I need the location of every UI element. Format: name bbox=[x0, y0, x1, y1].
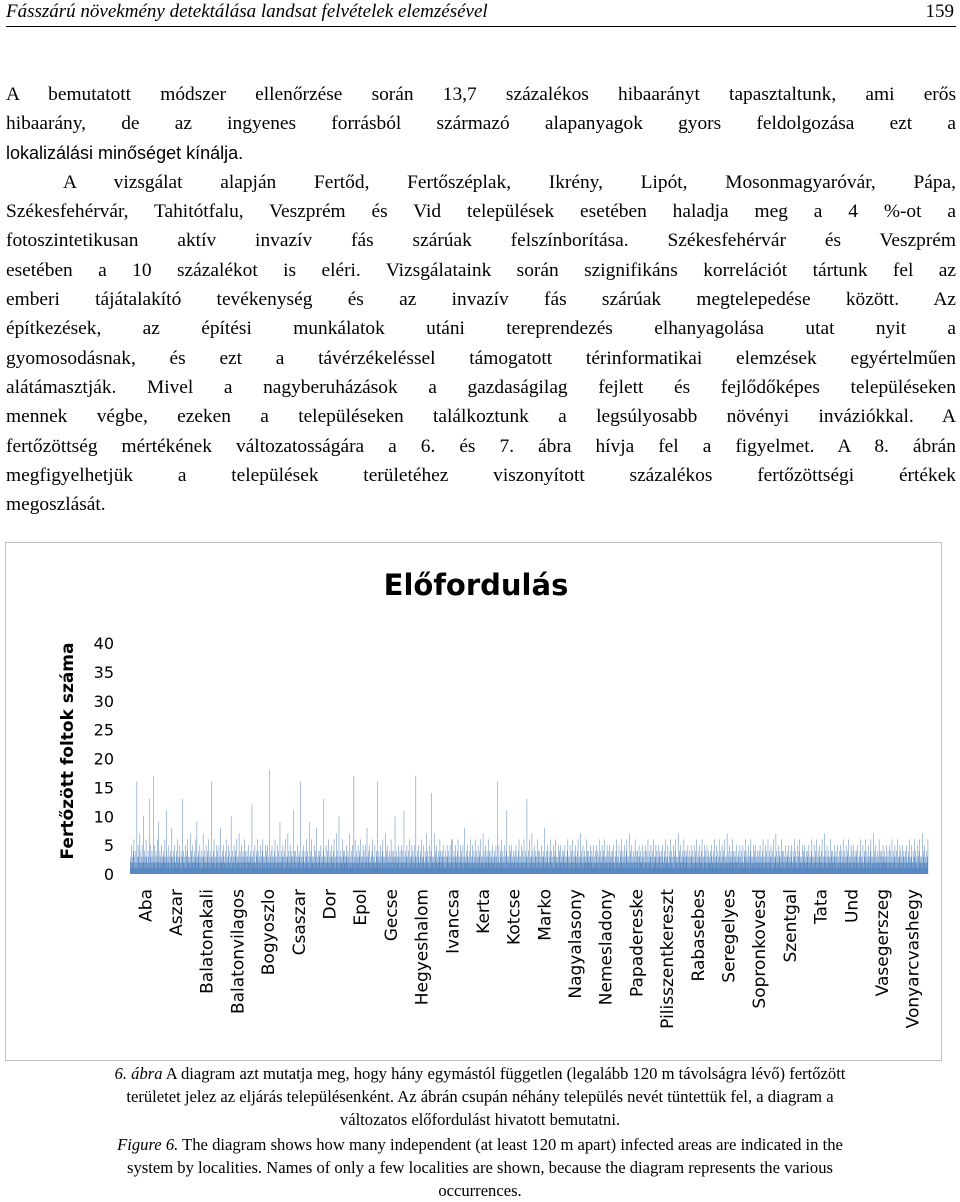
x-tick-label: Pilisszentkereszt bbox=[658, 889, 679, 1029]
y-tick-label: 15 bbox=[93, 778, 114, 798]
paragraph-line: Székesfehérvár, Tahitótfalu, Veszprém és Vid települések esetében haladja meg a 4 %-ot a bbox=[6, 201, 956, 223]
paragraph-line: A bemutatott módszer ellenőrzése során 13,7 százalékos hibaarányt tapasztaltunk, ami erős bbox=[6, 84, 956, 105]
x-tick-label: Aba bbox=[136, 889, 157, 922]
bar bbox=[629, 834, 630, 874]
x-tick-label: Balatonvilagos bbox=[228, 889, 249, 1015]
y-tick-label: 30 bbox=[93, 691, 114, 711]
figure-caption-en bbox=[0, 1133, 960, 1202]
bar bbox=[309, 822, 310, 874]
y-tick-label: 5 bbox=[103, 836, 114, 856]
y-tick-label: 0 bbox=[103, 865, 114, 884]
paragraph-line: fotoszintetikusan aktív invazív fás szárúak felszínborítása. Székesfehérvár és Veszprém bbox=[6, 230, 956, 252]
x-tick-label: Tata bbox=[811, 889, 832, 925]
bar bbox=[928, 839, 929, 874]
bar bbox=[824, 834, 825, 874]
bar bbox=[239, 834, 240, 874]
bar-series bbox=[130, 770, 928, 874]
bar bbox=[431, 793, 432, 874]
x-tick-label: Nagyalasony bbox=[566, 889, 586, 999]
bar bbox=[527, 799, 528, 874]
x-tick-label: Dor bbox=[320, 889, 341, 920]
bar bbox=[416, 776, 417, 874]
y-tick-label: 20 bbox=[93, 749, 114, 769]
x-tick-label: Nemesladony bbox=[596, 889, 617, 1006]
x-tick-label: Ivancsa bbox=[443, 889, 464, 954]
paragraph-line: mennek végbe, ezeken a településeken találkoztunk a legsúlyosabb növényi inváziókkal. A bbox=[6, 406, 956, 428]
x-tick-label: Epol bbox=[351, 889, 372, 926]
x-tick-label: Hegyeshalom bbox=[412, 889, 433, 1006]
bar bbox=[211, 782, 212, 874]
bar bbox=[507, 810, 508, 874]
paragraph-line: alátámasztják. Mivel a nagyberuházások a gazdaságilag fejlett és fejlődőképes településeken bbox=[6, 376, 956, 398]
paragraph-line: esetében a 10 százalékot is eléri. Vizsgálataink során szignifikáns korrelációt tártunk fel az bbox=[6, 259, 956, 281]
x-tick-label: Csaszar bbox=[289, 889, 310, 956]
paragraph-line: A vizsgálat alapján Fertőd, Fertőszéplak, Ikrény, Lipót, Mosonmagyaróvár, Pápa, bbox=[63, 171, 956, 193]
bar bbox=[269, 770, 270, 874]
occurrence-bar-chart bbox=[6, 543, 941, 1060]
x-tick-label: Bogyoszlo bbox=[259, 889, 280, 976]
caption-hu-label: 6. ábra bbox=[114, 1064, 163, 1083]
x-tick-label: Balatonakali bbox=[197, 889, 218, 994]
y-axis-label: Fertőzött foltok száma bbox=[58, 642, 78, 860]
paragraph-line: megoszlását. bbox=[6, 494, 106, 516]
caption-hu-text1: A diagram azt mutatja meg, hogy hány egymástól független (legalább 120 m távolságra lévő) fertőzött bbox=[165, 1064, 846, 1083]
y-tick-label: 40 bbox=[93, 634, 114, 653]
bar bbox=[220, 828, 221, 874]
x-tick-labels bbox=[136, 889, 923, 1029]
bar bbox=[727, 834, 728, 874]
bar bbox=[483, 834, 484, 874]
bar bbox=[532, 834, 533, 874]
caption-en-text1: The diagram shows how many independent (at least 120 m apart) infected areas are indicated in the bbox=[182, 1135, 843, 1154]
bar bbox=[385, 834, 386, 874]
bar bbox=[172, 828, 173, 874]
x-tick-label: Kerta bbox=[474, 889, 494, 934]
bar bbox=[300, 782, 301, 874]
bar bbox=[367, 828, 368, 874]
paragraph-line: lokalizálási minőséget kínálja. bbox=[6, 142, 244, 163]
paragraph-line: hibaarány, de az ingyenes forrásból származó alapanyagok gyors feldolgozása ezt a bbox=[6, 113, 956, 135]
running-title: Fásszárú növekmény detektálása landsat felvételek elemzésével bbox=[6, 1, 488, 22]
caption-hu-text2: területet jelez az eljárás településenként. Az ábrán csupán néhány település nevét tüntettük fel, a diagram a bbox=[126, 1087, 834, 1106]
paragraph-line: megfigyelhetjük a települések területéhez viszonyított százalékos fertőzöttségi értékek bbox=[6, 464, 956, 486]
x-tick-label: Szentgal bbox=[780, 889, 801, 963]
bar bbox=[149, 799, 150, 874]
bar bbox=[190, 834, 191, 874]
x-tick-label: Und bbox=[842, 889, 863, 924]
bar bbox=[324, 799, 325, 874]
caption-en-label: Figure 6. bbox=[117, 1135, 179, 1154]
chart-title: Előfordulás bbox=[383, 568, 569, 602]
y-tick-labels bbox=[94, 634, 114, 884]
x-tick-label: Gecse bbox=[381, 889, 402, 942]
y-tick-label: 25 bbox=[93, 720, 114, 740]
paragraph-line: gyomosodásnak, és ezt a távérzékeléssel támogatott térinformatikai elemzések egyértelműen bbox=[6, 347, 956, 369]
bar bbox=[434, 834, 435, 874]
x-tick-label: Aszar bbox=[167, 889, 187, 936]
x-tick-label: Vasegerszeg bbox=[873, 889, 893, 997]
bar bbox=[678, 834, 679, 874]
chart-frame bbox=[5, 542, 942, 1061]
x-tick-label: Rabasebes bbox=[688, 889, 709, 982]
bar bbox=[293, 810, 294, 874]
figure-caption-hu bbox=[0, 1062, 960, 1131]
x-tick-label: Papadereske bbox=[627, 889, 648, 997]
bar bbox=[153, 776, 154, 874]
caption-hu-line1 bbox=[115, 1064, 846, 1083]
running-header bbox=[6, 0, 956, 27]
x-tick-label: Vonyarcvashegy bbox=[903, 889, 924, 1029]
bar bbox=[464, 828, 465, 874]
bar bbox=[922, 834, 923, 874]
bar bbox=[336, 834, 337, 874]
bar bbox=[288, 834, 289, 874]
bar bbox=[497, 782, 498, 874]
paragraph-line: építkezések, az építési munkálatok utáni tereprendezés elhanyagolása utat nyit a bbox=[6, 318, 956, 340]
x-tick-label: Seregelyes bbox=[719, 889, 740, 983]
y-tick-label: 10 bbox=[93, 807, 114, 827]
bar bbox=[873, 834, 874, 874]
x-tick-label: Kotcse bbox=[504, 889, 525, 946]
page-number: 159 bbox=[925, 1, 954, 22]
bar bbox=[776, 834, 777, 874]
y-tick-label: 35 bbox=[93, 662, 114, 682]
body-paragraph bbox=[6, 80, 956, 519]
paragraph-line: fertőzöttség mértékének változatosságára a 6. és 7. ábra hívja fel a figyelmet. A 8. ábrán bbox=[6, 435, 956, 457]
x-tick-label: Marko bbox=[535, 889, 556, 941]
bar bbox=[395, 816, 396, 874]
caption-en-text2: system by localities. Names of only a few localities are shown, because the diagram represents the various bbox=[127, 1158, 833, 1177]
caption-en-text3: occurrences. bbox=[438, 1181, 522, 1200]
x-tick-label: Sopronkovesd bbox=[750, 889, 771, 1009]
bar bbox=[580, 834, 581, 874]
paragraph-line: emberi tájátalakító tevékenység és az invazív fás szárúak megtelepedése között. Az bbox=[6, 289, 956, 311]
caption-hu-text3: változatos előfordulást hivatott bemutatni. bbox=[339, 1110, 621, 1129]
caption-en-line1 bbox=[117, 1135, 843, 1154]
